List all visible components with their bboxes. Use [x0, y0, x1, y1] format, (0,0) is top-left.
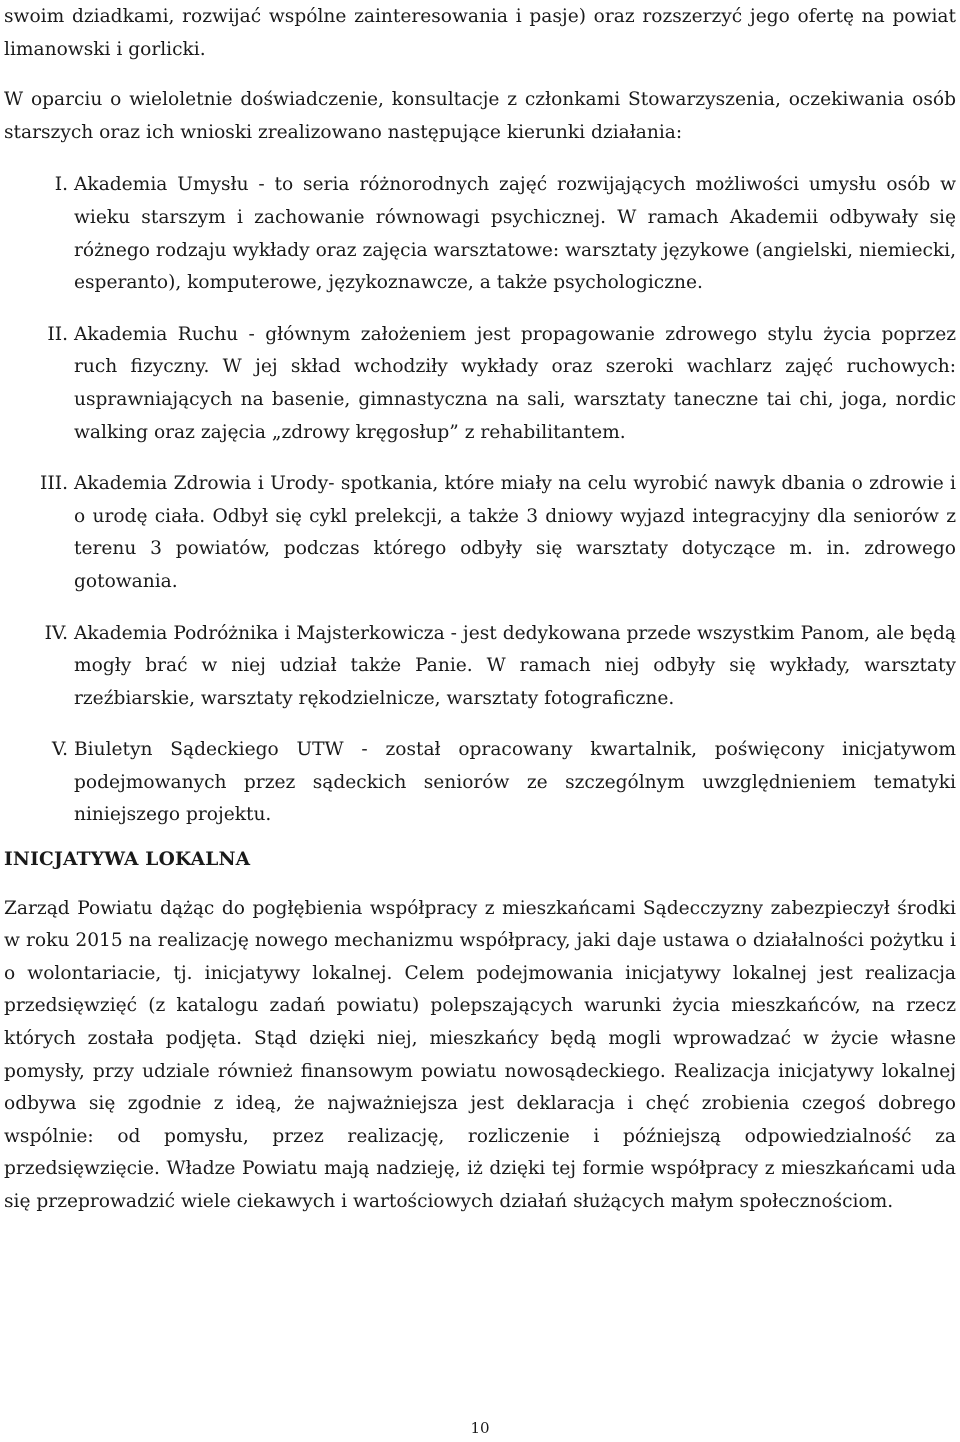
list-item [4, 468, 956, 598]
list-item [4, 734, 956, 832]
list-numeral: V. [51, 739, 68, 761]
intro-continuation-paragraph: swoim dziadkami, rozwijać wspólne zainteresowania i pasje) oraz rozszerzyć jego ofertę na powiat limanowski i gorlicki. [4, 6, 956, 60]
list-item-text: Biuletyn Sądeckiego UTW - został opracowany kwartalnik, poświęcony inicjatywom podejmowanych przez sądeckich seniorów ze szczególnym uwzględnieniem tematyki niniejszego projektu. [74, 739, 956, 826]
list-item [4, 319, 956, 449]
list-numeral: I. [54, 174, 68, 196]
list-item [4, 618, 956, 716]
list-item-text: Akademia Ruchu - głównym założeniem jest propagowanie zdrowego stylu życia poprzez ruch fizyczny. W jej skład wchodziły wykłady oraz szeroki wachlarz zajęć ruchowych: usprawniających na basenie, gimnastyczna na sali, warsztaty taneczne tai chi, joga, nordic walking oraz zajęcia „zdrowy kręgosłup” z rehabilitantem. [74, 323, 956, 443]
list-item [4, 169, 956, 299]
list-numeral: IV. [44, 622, 68, 644]
directions-list [4, 169, 956, 832]
section-heading: INICJATYWA LOKALNA [4, 849, 251, 871]
list-numeral: II. [47, 323, 68, 345]
local-initiative-paragraph: Zarząd Powiatu dążąc do pogłębienia współpracy z mieszkańcami Sądecczyzny zabezpieczył środki w roku 2015 na realizację nowego mechanizmu współpracy, jaki daje ustawa o działalności pożytku i o wolontariacie, tj. inicjatywy lokalnej. Celem podejmowania inicjatywy lokalnej jest realizacja przedsięwzięć (z katalogu zadań powiatu) polepszających warunki życia mieszkańców, na rzecz których została podjęta. Stąd dzięki niej, mieszkańcy będą mogli wprowadzać w życie własne pomysły, przy udziale również finansowym powiatu nowosądeckiego. Realizacja inicjatywy lokalnej odbywa się zgodnie z ideą, że najważniejsza jest deklaracja i chęć zrobienia czegoś dobrego wspólnie: od pomysłu, przez realizację, rozliczenie i późniejszą odpowiedzialność za przedsięwzięcie. Władze Powiatu mają nadzieję, iż dzięki tej formie współpracy z mieszkańcami uda się przeprowadzić wiele ciekawych i wartościowych działań służących małym społecznościom. [4, 897, 956, 1212]
document-page [4, 0, 956, 1219]
intro-lead-paragraph: W oparciu o wieloletnie doświadczenie, konsultacje z członkami Stowarzyszenia, oczekiwania osób starszych oraz ich wnioski zrealizowano następujące kierunki działania: [4, 89, 956, 143]
list-item-text: Akademia Podróżnika i Majsterkowicza - jest dedykowana przede wszystkim Panom, ale będą mogły brać w niej udział także Panie. W ramach niej odbyły się wykłady, warsztaty rzeźbiarskie, warsztaty rękodzielnicze, warsztaty fotograficzne. [74, 622, 956, 709]
list-item-text: Akademia Umysłu - to seria różnorodnych zajęć rozwijających możliwości umysłu osób w wieku starszym i zachowanie równowagi psychicznej. W ramach Akademii odbywały się różnego rodzaju wykłady oraz zajęcia warsztatowe: warsztaty językowe (angielski, niemiecki, esperanto), komputerowe, językoznawcze, a także psychologiczne. [74, 174, 956, 294]
page-number: 10 [470, 1419, 490, 1437]
list-numeral: III. [40, 473, 68, 495]
list-item-text: Akademia Zdrowia i Urody- spotkania, które miały na celu wyrobić nawyk dbania o zdrowie i o urodę ciała. Odbył się cykl prelekcji, a także 3 dniowy wyjazd integracyjny dla seniorów z terenu 3 powiatów, podczas którego odbyły się warsztaty dotyczące m. in. zdrowego gotowania. [74, 473, 956, 592]
